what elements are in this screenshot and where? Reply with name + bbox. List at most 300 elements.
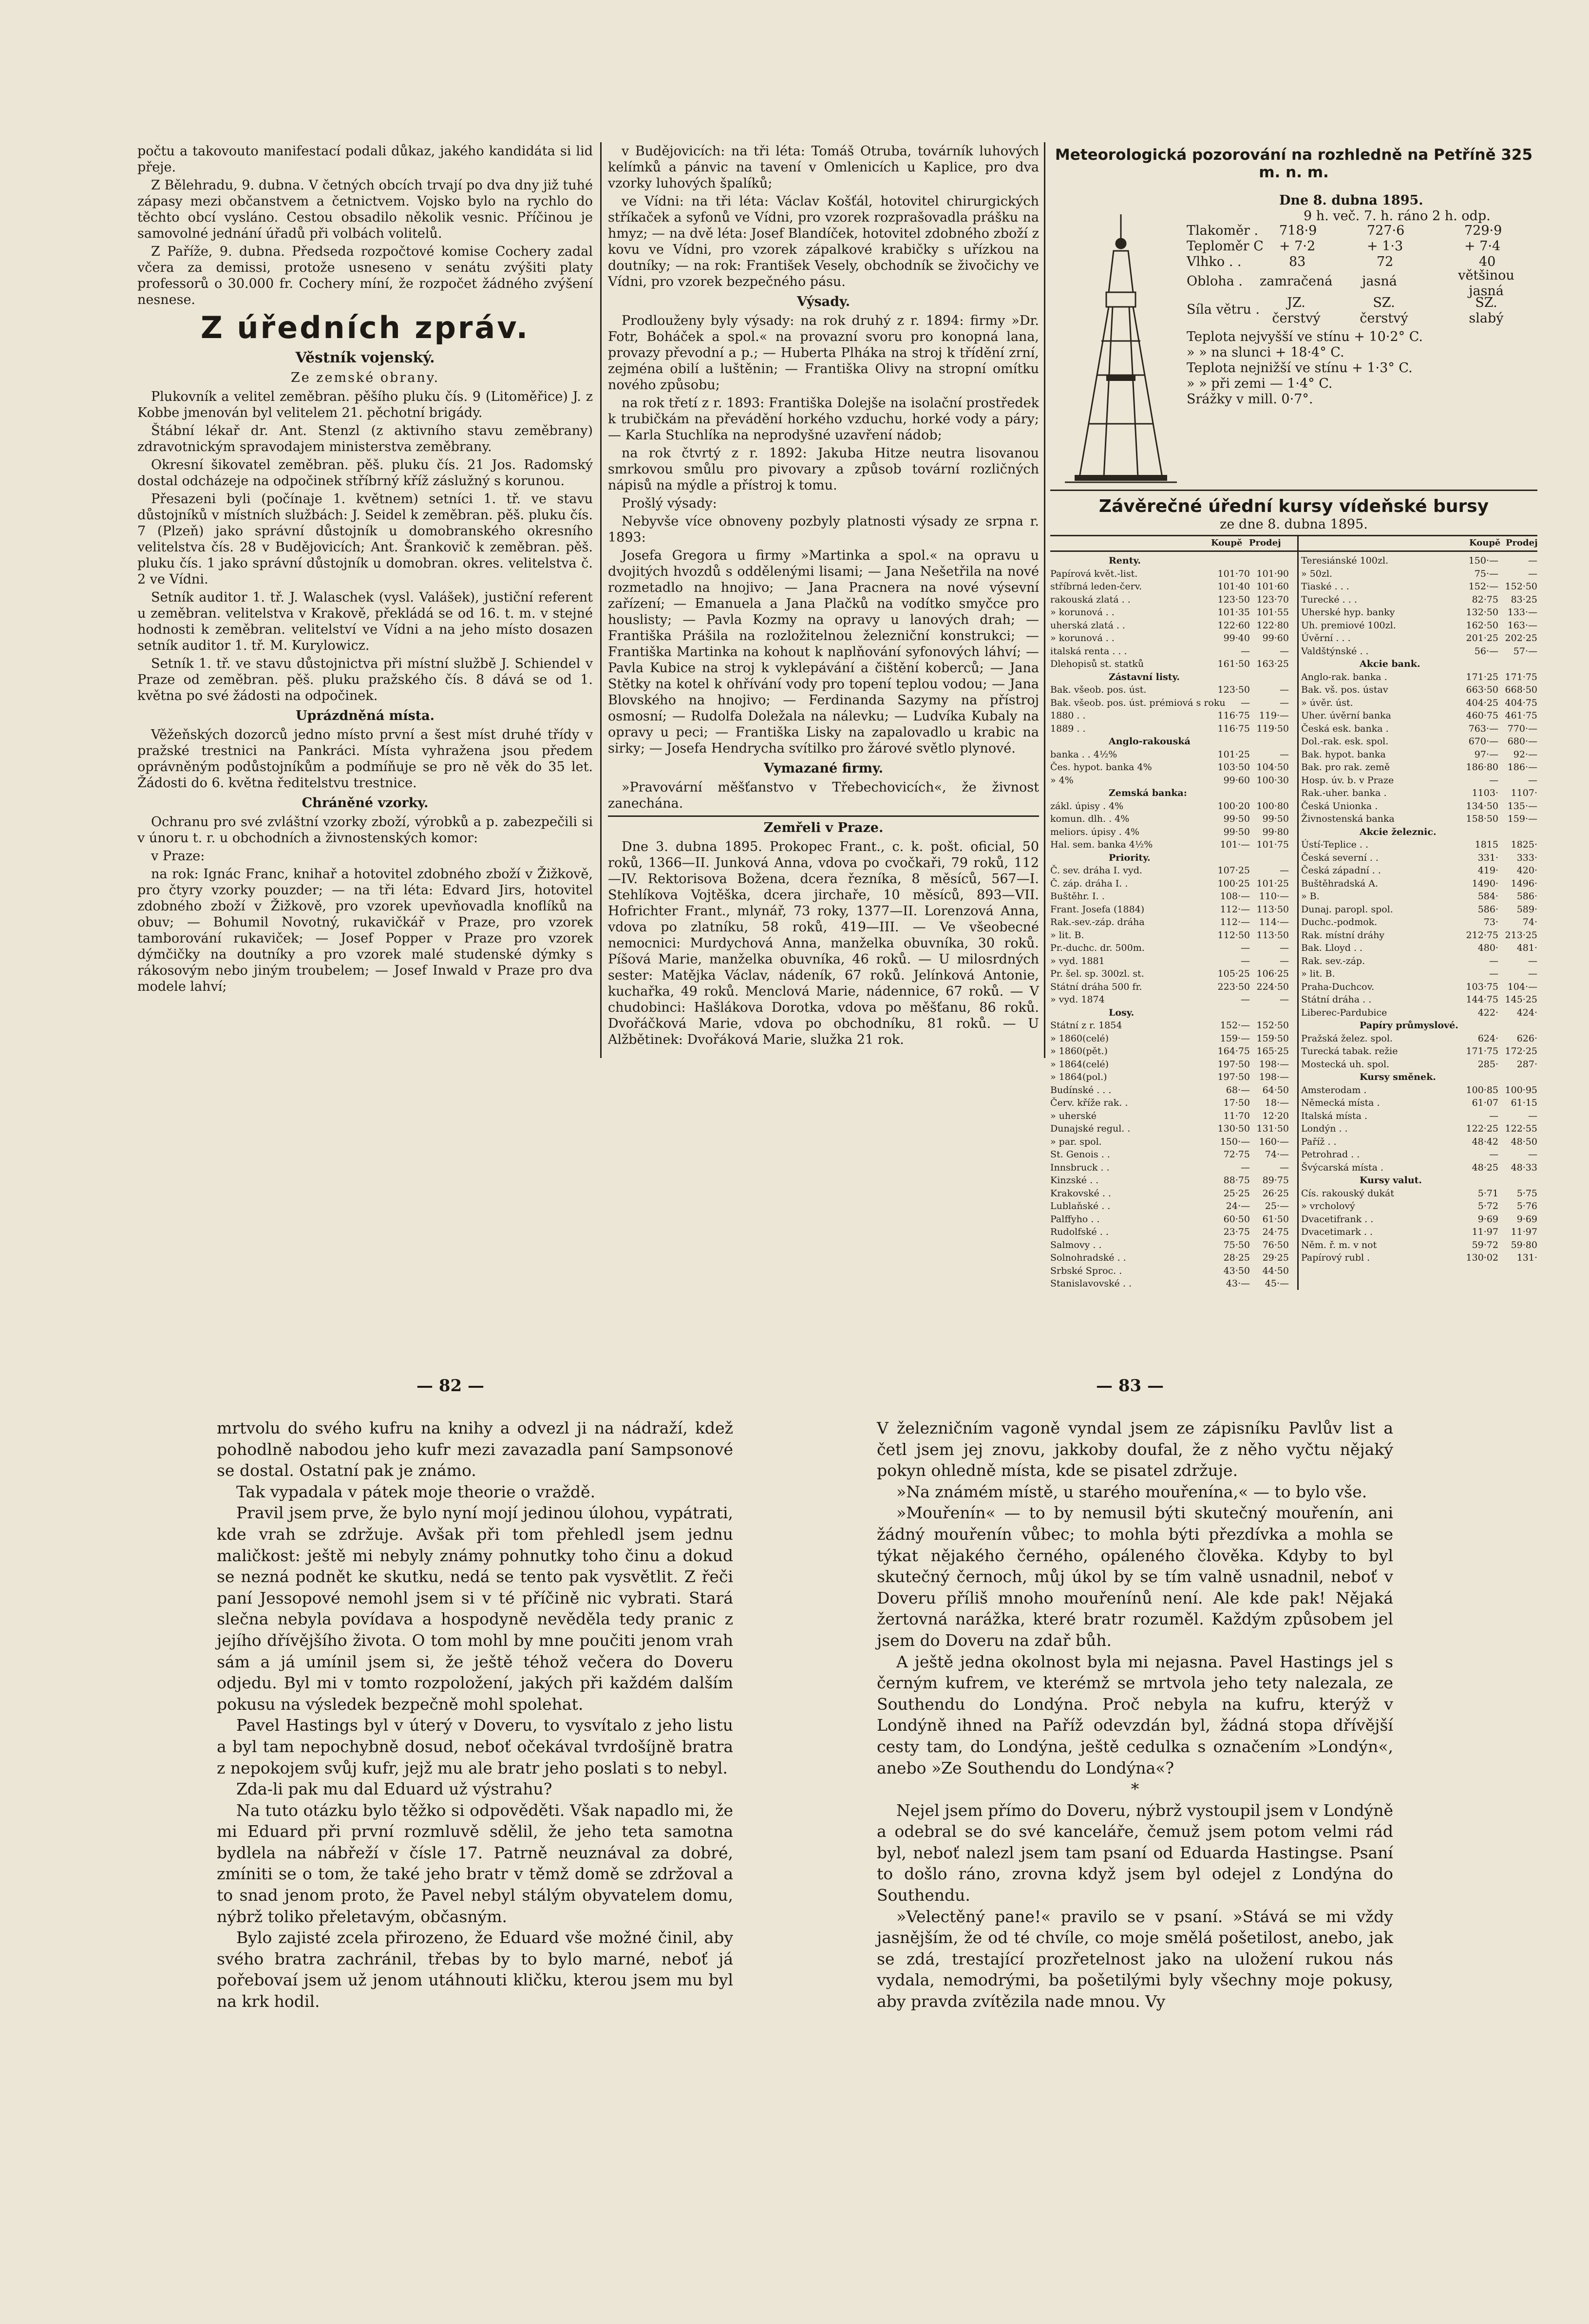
kursy-prodej: 29·25 <box>1262 1252 1289 1263</box>
kursy-name: Červ. kříže rak. . <box>1050 1097 1128 1108</box>
kursy-prodej: 110·— <box>1259 891 1289 902</box>
kursy-name: Akcie železnic. <box>1360 826 1437 837</box>
kursy-name: komun. dlh. . 4% <box>1050 813 1130 824</box>
kursy-name: banka . . 4½% <box>1050 749 1117 760</box>
kursy-name: italská renta . . . <box>1050 645 1127 657</box>
kursy-koupe: — <box>1241 994 1250 1005</box>
kursy-row <box>1050 1110 1289 1123</box>
kursy-prodej: — <box>1528 1110 1537 1121</box>
kursy-koupe: 75·— <box>1474 568 1498 579</box>
kursy-row <box>1301 593 1537 606</box>
kursy-row <box>1050 1032 1289 1045</box>
sila-value: JZ. čerstvý <box>1272 295 1321 326</box>
kursy-koupe: 99·50 <box>1223 826 1250 837</box>
kursy-koupe: 112·— <box>1220 917 1250 927</box>
upper-left-column <box>137 143 593 997</box>
kursy-name: Renty. <box>1109 555 1141 566</box>
kursy-prodej: 626· <box>1516 1033 1537 1044</box>
kursy-koupe: 162·50 <box>1466 620 1498 631</box>
kursy-row <box>1050 722 1289 736</box>
kursy-row <box>1050 1006 1289 1020</box>
kursy-koupe: 123·50 <box>1217 594 1250 605</box>
kursy-row <box>1301 916 1537 929</box>
kursy-prodej: 74· <box>1522 917 1537 927</box>
kursy-row <box>1050 903 1289 916</box>
kursy-prodej: 159·50 <box>1256 1033 1289 1044</box>
kursy-header-rule <box>1050 550 1537 552</box>
kursy-prodej: 133·— <box>1507 607 1537 618</box>
meteo-header: 9 h. več. 7. h. ráno 2 h. odp. <box>1304 208 1491 224</box>
kursy-row <box>1301 722 1537 736</box>
kursy-row <box>1050 697 1289 710</box>
kursy-koupe: — <box>1241 645 1250 657</box>
kursy-name: Cís. rakouský dukát <box>1301 1188 1394 1199</box>
kursy-koupe: 97·— <box>1474 749 1498 760</box>
kursy-name: Rudolfské . . <box>1050 1227 1109 1237</box>
kursy-prodej: — <box>1280 865 1289 876</box>
kursy-row <box>1301 1110 1537 1123</box>
kursy-prodej: 122·55 <box>1505 1123 1537 1134</box>
kursy-name: Papíry průmyslové. <box>1360 1020 1458 1031</box>
kursy-name: Valdštýnské . . <box>1301 645 1369 657</box>
kursy-row <box>1301 1019 1537 1032</box>
kursy-row <box>1301 1058 1537 1071</box>
kursy-prodej: 113·50 <box>1256 904 1289 915</box>
kursy-row <box>1301 748 1537 761</box>
kursy-header-rule <box>1050 535 1537 536</box>
kursy-row <box>1301 993 1537 1006</box>
kursy-name: zákl. úpisy . 4% <box>1050 800 1124 812</box>
kursy-prodej: — <box>1528 968 1537 979</box>
kursy-prodej: 59·80 <box>1511 1239 1537 1250</box>
kursy-name: Papírový rubl . <box>1301 1252 1370 1263</box>
kursy-prodej: 145·25 <box>1505 994 1537 1005</box>
kursy-koupe: 75·50 <box>1223 1239 1250 1250</box>
kursy-koupe: 223·50 <box>1217 981 1250 992</box>
kursy-koupe: 100·20 <box>1217 800 1250 812</box>
vestnik-paragraph: Štábní lékař dr. Ant. Stenzl (z aktivního stavu zeměbrany) zdravotnickým spravodajem ministerstva zeměbrany. <box>137 423 593 454</box>
kursy-koupe: 201·25 <box>1466 633 1498 643</box>
kursy-name: 1880 . . <box>1050 710 1086 721</box>
kursy-row <box>1301 903 1537 916</box>
kursy-subtitle: ze dne 8. dubna 1895. <box>1220 517 1368 532</box>
kursy-prodej: 104·50 <box>1256 762 1289 773</box>
vysady-paragraph: Josefa Gregora u firmy »Martinka a spol.« na opravu u dvojitých hvozdů s oddělenými lisami; — Jana Nešetřila na nové rozmetadlo na hnojivo; — Jana Pracnera na nové výsevní zařízení; — Emanuela a Jana Plačků na vodítko smyčce pro houslisty; — Pavla Kozmy na opravy u lanových drah; — Františka Prášila na rozložitelnou železniční konstrukci; — Františka Martinka na kohout k naplňování syfonových láhví; — Pavla Kubice na stroj k vyklepávání a čištění koberců; — Jana Stětky na kotel k ohřívání vody pro topení teplou vodou; — Jana Blovského na hnojivo; — Ferdinanda Sazymy na přístroj osmosní; — Rudolfa Doležala na nálevku; — Ludvíka Kubaly na opravy u peci; — Františka Lisky na zapalovadlo u krabic na sirky; — Josefa Hendrycha svítilko pro žárové světlo plynové. <box>608 548 1039 756</box>
kursy-koupe: 11·97 <box>1472 1227 1498 1237</box>
kursy-row <box>1050 1148 1289 1161</box>
teplomer-label: Teploměr C <box>1187 239 1264 254</box>
kursy-koupe: — <box>1489 1110 1498 1121</box>
kursy-name: » úvěr. úst. <box>1301 697 1353 708</box>
meteo-date: Dne 8. dubna 1895. <box>1279 193 1423 208</box>
kursy-row <box>1301 619 1537 632</box>
meteo-line: Teplota nejvyšší ve stínu + 10·2° C. <box>1187 329 1423 344</box>
kursy-koupe: 1490· <box>1472 878 1498 889</box>
patents-paragraph: v Budějovicích: na tři léta: Tomáš Otruba, továrník luhových kelímků a pánvic na tavení v Omlenicích u Kaplice, pro dva vzorky luhových špalíků; <box>608 144 1039 191</box>
kursy-koupe: 73· <box>1483 917 1498 927</box>
story-paragraph: V železničním vagoně vyndal jsem ze zápisníku Pavlův list a četl jsem jej znovu, jakkoby doufal, že z něho vyčtu nějaký pokyn ohledně místa, kde se pisatel zdržuje. <box>877 1418 1393 1480</box>
kursy-row <box>1050 748 1289 761</box>
kursy-prodej: 64·50 <box>1262 1084 1289 1096</box>
kursy-prodej: 104·— <box>1507 981 1537 992</box>
kursy-row <box>1050 1122 1289 1135</box>
kursy-koupe: 134·50 <box>1466 800 1498 812</box>
kursy-row <box>1050 916 1289 929</box>
upper-middle-column <box>608 143 1039 1050</box>
kursy-koupe: 197·50 <box>1217 1072 1250 1082</box>
kursy-koupe: — <box>1241 1162 1250 1173</box>
kursy-divider <box>1297 535 1299 1290</box>
kursy-name: Čes. hypot. banka 4% <box>1050 762 1152 773</box>
story-paragraph: »Velectěný pane!« pravilo se v psaní. »Stává se mi vždy jasnějším, že od té chvíle, co moje smělá pošetilost, anebo, jak se zdá, trestající prozřetelnost jako na uložení rukou nás vydala, nemodrými, ba pošetilými byly všechny moje pokusy, aby pravda zvítězila nade mnou. Vy <box>877 1907 1393 2011</box>
intro-paragraph: počtu a takovouto manifestací podali důkaz, jakého kandidáta si lid přeje. <box>137 144 593 175</box>
story-paragraph: Nejel jsem přímo do Doveru, nýbrž vystoupil jsem v Londýně a odebral se do své kanceláře, čemuž jsem potom velmi rád byl, neboť nalezl jsem tam psaní od Eduarda Hastingse. Psaní to došlo ráno, zrovna když jsem byl odejel z Londýna do Southendu. <box>877 1800 1393 1905</box>
kursy-prodej: 5·75 <box>1516 1188 1537 1199</box>
kursy-prodej: 160·— <box>1259 1136 1289 1147</box>
uprazdnena-paragraph: Věžeňských dozorců jedno místo první a šest míst druhé třídy v pražské trestnici na Pankráci. Místa vyhražena jsou předem oprávněným podůstojníkům a podmíňuje se pro ně věk do 35 let. Žádosti do 6. května ředitelstvu trestnice. <box>137 727 593 791</box>
kursy-row <box>1301 929 1537 942</box>
kursy-prodej: 24·75 <box>1262 1227 1289 1237</box>
kursy-row <box>1050 1277 1289 1290</box>
kursy-prodej: — <box>1280 749 1289 760</box>
kursy-name: » vrcholový <box>1301 1201 1355 1211</box>
kursy-name: Bak. Lloyd . . <box>1301 943 1363 953</box>
kursy-prodej: — <box>1528 1149 1537 1160</box>
kursy-koupe: — <box>1241 697 1250 708</box>
kursy-prodej: 101·55 <box>1256 607 1289 618</box>
kursy-name: stříbrná leden-červ. <box>1050 581 1142 592</box>
kursy-name: Dvacetimark . . <box>1301 1227 1373 1237</box>
vlhko-value: 83 <box>1289 254 1306 269</box>
kursy-prodej: 481· <box>1516 943 1537 953</box>
kursy-name: Akcie bank. <box>1360 659 1420 669</box>
kursy-name: » 50zl. <box>1301 568 1332 579</box>
kursy-name: Rak.-uher. banka . <box>1301 788 1387 798</box>
kursy-koupe: 99·50 <box>1223 813 1250 824</box>
kursy-name: Rak. sev.-záp. <box>1301 955 1365 966</box>
kursy-prodej: 202·25 <box>1505 633 1537 643</box>
kursy-prodej: 101·60 <box>1256 581 1289 592</box>
kursy-prodej: 122·80 <box>1256 620 1289 631</box>
koupe-header: Koupě <box>1211 538 1243 548</box>
kursy-koupe: 59·72 <box>1472 1239 1498 1250</box>
kursy-prodej: 668·50 <box>1505 684 1537 695</box>
kursy-row <box>1050 1058 1289 1071</box>
kursy-row <box>1050 1187 1289 1200</box>
obloha-value: většinou jasná <box>1458 268 1514 299</box>
kursy-prodej: 770·— <box>1507 723 1537 734</box>
belehrad-report: Z Bělehradu, 9. dubna. V četných obcích trvají po dva dny již tuhé zápasy mezi občanstvem a četnictvem. Vojsko bylo na rychlo do těchto obcí vysláno. Cestou obsadilo několik vesnic. Příčinou je samovolné jednání úřadů při volbách volitelů. <box>137 178 593 241</box>
kursy-prodej: 76·50 <box>1262 1239 1289 1250</box>
kursy-prodej: 99·80 <box>1262 826 1289 837</box>
kursy-koupe: 404·25 <box>1466 697 1498 708</box>
kursy-row <box>1050 787 1289 800</box>
kursy-name: Státní z r. 1854 <box>1050 1020 1122 1031</box>
kursy-row <box>1050 1019 1289 1032</box>
kursy-row <box>1301 774 1537 787</box>
kursy-name: » 1864(celé) <box>1050 1058 1109 1070</box>
meteo-block <box>1050 146 1537 407</box>
vysady-title: Výsady. <box>796 294 851 309</box>
kursy-row <box>1050 709 1289 722</box>
kursy-name: Něm. ř. m. v not <box>1301 1239 1377 1250</box>
kursy-koupe: 107·25 <box>1217 865 1250 876</box>
kursy-name: » vyd. 1881 <box>1050 955 1105 966</box>
kursy-row <box>1301 709 1537 722</box>
kursy-left-column <box>1050 554 1289 1290</box>
kursy-koupe: — <box>1489 955 1498 966</box>
chranene-paragraph: Ochranu pro své zvláštní vzorky zboží, výrobků a p. zabezpečili si v únoru t. r. u obchodních a živnostenských komor: <box>137 814 593 846</box>
vlhko-value: 40 <box>1479 254 1496 269</box>
teplomer-value: + 7·4 <box>1464 239 1501 254</box>
kursy-row <box>1050 955 1289 968</box>
kursy-row <box>1050 774 1289 787</box>
kursy-name: Palffyho . . <box>1050 1213 1100 1225</box>
obloha-value: zamračená <box>1260 274 1333 289</box>
kursy-prodej: 18·— <box>1265 1097 1289 1108</box>
kursy-koupe: 624· <box>1477 1033 1498 1044</box>
sila-value: SZ. slabý <box>1469 295 1504 326</box>
vysady-paragraph: Prošlý výsady: <box>622 496 717 511</box>
kursy-name: Pr.-duchc. dr. 500m. <box>1050 943 1145 953</box>
kursy-prodej: — <box>1280 697 1289 708</box>
kursy-name: Duchc.-podmok. <box>1301 917 1378 927</box>
kursy-row <box>1301 1096 1537 1110</box>
kursy-name: » vyd. 1874 <box>1050 994 1105 1005</box>
teplomer-value: + 1·3 <box>1367 239 1403 254</box>
kursy-prodej: 119·50 <box>1256 723 1289 734</box>
kursy-row <box>1050 1251 1289 1265</box>
uprazdnena-title: Uprázdněná místa. <box>295 708 435 723</box>
story-paragraph: Pravil jsem prve, že bylo nyní mojí jedinou úlohou, vypátrati, kde vrah se zdržuje. Avšak při tom přehledl jsem jednu maličkost: ještě mi nebyly známy pohnutky toho činu a dokud se nezná podnět ke skutku, nedá se tento pak vysvětlit. Z řeči paní Jessopové nemohl jsem si v té příčině nic vybrati. Stará slečna nebyla povídava a hospodyně nevěděla tedy pranic z jejího dřívějšího života. O tom mohl by mne poučiti jenom vrah sám a já umínil jsem si, že ještě téhož večera do Doveru odjedu. Byl mi v tomto rozpoložení, jakých při každém dalším pokusu na výsledek bezpečně mohl spolehat. <box>217 1503 733 1714</box>
kursy-koupe: 331· <box>1477 852 1498 863</box>
meteo-title: Meteorologická pozorování na rozhledně na Petříně 325 m. n. m. <box>1055 146 1533 181</box>
kursy-name: Solnohradské . . <box>1050 1252 1126 1263</box>
story-paragraph: Bylo zajisté zcela přirozeno, že Eduard vše možné činil, aby svého bratra zachránil, třebas by to bylo marné, neboť já pořebovaí jsem už jenom utáhnouti kličku, kterou jsem mu byl na krk hodil. <box>217 1928 733 2011</box>
kursy-row <box>1050 1200 1289 1213</box>
kursy-koupe: 670·— <box>1468 736 1498 747</box>
kursy-prodej: 135·— <box>1507 800 1537 812</box>
kursy-prodej: 119·— <box>1259 710 1289 721</box>
kursy-koupe: 43·— <box>1226 1278 1250 1289</box>
lower-right-column <box>877 1417 1393 2012</box>
kursy-row <box>1301 580 1537 593</box>
kursy-prodej: 99·50 <box>1262 813 1289 824</box>
kursy-koupe: 100·85 <box>1466 1084 1498 1096</box>
kursy-name: Losy. <box>1109 1007 1135 1018</box>
kursy-name: Srbské Sproc. . <box>1050 1265 1122 1276</box>
kursy-name: Bak. všeob. pos. úst. <box>1050 684 1147 695</box>
kursy-prodej: 131·50 <box>1256 1123 1289 1134</box>
kursy-row <box>1301 864 1537 877</box>
kursy-prodej: 25·— <box>1265 1201 1289 1211</box>
kursy-row <box>1050 864 1289 877</box>
kursy-row <box>1301 981 1537 994</box>
kursy-prodej: 186·— <box>1507 762 1537 773</box>
kursy-prodej: 163·25 <box>1256 659 1289 669</box>
kursy-name: Bak. hypot. banka <box>1301 749 1386 760</box>
kursy-row <box>1050 1265 1289 1278</box>
kursy-prodej: 159·— <box>1507 813 1537 824</box>
kursy-koupe: — <box>1241 955 1250 966</box>
vestnik-title: Věstník vojenský. <box>295 349 435 366</box>
kursy-prodej: 404·75 <box>1505 697 1537 708</box>
kursy-name: Papírová květ.-list. <box>1050 568 1138 579</box>
kursy-row <box>1050 981 1289 994</box>
kursy-row <box>1301 1200 1537 1213</box>
kursy-prodej: 45·— <box>1265 1278 1289 1289</box>
kursy-koupe: 197·50 <box>1217 1058 1250 1070</box>
kursy-prodej: 11·97 <box>1511 1227 1537 1237</box>
kursy-prodej: 213·25 <box>1505 929 1537 941</box>
kursy-name: Zemská banka: <box>1109 788 1187 798</box>
kursy-koupe: 150·— <box>1468 555 1498 566</box>
kursy-name: Liberec-Pardubice <box>1301 1007 1387 1018</box>
kursy-name: rakouská zlatá . . <box>1050 594 1131 605</box>
kursy-prodej: 89·75 <box>1262 1175 1289 1186</box>
kursy-row <box>1050 1226 1289 1239</box>
kursy-row <box>1301 1084 1537 1097</box>
kursy-name: » korunová . . <box>1050 633 1115 643</box>
kursy-name: Londýn . . <box>1301 1123 1348 1134</box>
vestnik-paragraph: Přesazeni byli (počínaje 1. květnem) setníci 1. tř. ve stavu důstojníků v místních službách: J. Seidel k zeměbran. pěš. pluku čís. 7 (Plzeň) jako správní důstojník u domobranského okresního velitelstva čís. 28 v Budějovicích; Ant. Šrankovič k zeměbran. pěš. pluku čís. 1 jako správní důstojník u domobran. okres. velitelstva č. 2 ve Vídni. <box>137 491 593 587</box>
kursy-row <box>1050 645 1289 658</box>
kursy-prodej: 420· <box>1516 865 1537 876</box>
kursy-row <box>1050 567 1289 581</box>
kursy-koupe: — <box>1489 968 1498 979</box>
kursy-koupe: 212·75 <box>1466 929 1498 941</box>
kursy-name: Dunaj. paropl. spol. <box>1301 904 1393 915</box>
kursy-row <box>1050 554 1289 567</box>
kursy-name: Česká západní . . <box>1301 865 1381 876</box>
kursy-prodej: — <box>1280 994 1289 1005</box>
kursy-prodej: 101·75 <box>1256 839 1289 850</box>
kursy-prodej: 586· <box>1516 891 1537 902</box>
kursy-name: Mostecká uh. spol. <box>1301 1058 1390 1070</box>
vestnik-paragraph: Setník 1. tř. ve stavu důstojnictva při místní službě J. Schiendel v Praze od zeměbran. pěš. pluku pražského čís. 8 dává se od 1. května po své žádosti na odpočinek. <box>137 656 593 703</box>
vlhko-label: Vlhko . . <box>1187 254 1242 269</box>
kursy-koupe: — <box>1241 943 1250 953</box>
kursy-koupe: 108·— <box>1220 891 1250 902</box>
kursy-name: Kursy směnek. <box>1360 1072 1436 1082</box>
kursy-name: St. Genois . . <box>1050 1149 1110 1160</box>
kursy-row <box>1050 1174 1289 1187</box>
kursy-row <box>1050 1096 1289 1110</box>
kursy-row <box>1050 929 1289 942</box>
kursy-row <box>1301 1032 1537 1045</box>
kursy-prodej: 123·70 <box>1256 594 1289 605</box>
kursy-name: Kinzské . . <box>1050 1175 1099 1186</box>
chranene-paragraph: v Praze: <box>151 849 205 864</box>
kursy-koupe: 103·50 <box>1217 762 1250 773</box>
kursy-row <box>1050 658 1289 671</box>
kursy-prodej: 198·— <box>1259 1058 1289 1070</box>
tlakomer-label: Tlakoměr . <box>1187 223 1259 238</box>
kursy-name: Krakovské . . <box>1050 1188 1111 1199</box>
kursy-name: Frant. Josefa (1884) <box>1050 904 1145 915</box>
column-divider <box>1044 142 1045 1058</box>
kursy-prodej: — <box>1528 568 1537 579</box>
kursy-prodej: — <box>1280 943 1289 953</box>
kursy-row <box>1050 826 1289 839</box>
kursy-row <box>1301 1006 1537 1020</box>
koupe-header: Koupě <box>1469 538 1501 548</box>
kursy-row <box>1301 1239 1537 1252</box>
kursy-prodej: — <box>1528 775 1537 786</box>
kursy-row <box>1301 1071 1537 1084</box>
kursy-koupe: 101·35 <box>1217 607 1250 618</box>
kursy-row <box>1050 1135 1289 1149</box>
kursy-name: Bak. všeob. pos. úst. prémiová s roku <box>1050 697 1226 708</box>
kursy-row <box>1301 890 1537 903</box>
kursy-koupe: 105·25 <box>1217 968 1250 979</box>
kursy-name: » 4% <box>1050 775 1074 786</box>
kursy-name: Anglo-rak. banka . <box>1301 671 1387 682</box>
kursy-prodej: 100·80 <box>1256 800 1289 812</box>
zemreli-paragraph: Dne 3. dubna 1895. Prokopec Frant., c. k. pošt. oficial, 50 roků, 1366—II. Junková Anna, vdova po cvočkaři, 79 roků, 112—IV. Rektorisova Božena, dcera řezníka, 8 měsíců, 567—I. Stehlíkova Vojtěška, dcera jirchaře, 10 měsíců, 893—VII. Hofrichter Frant., mlynář, 73 roky, 1377—II. Lorenzová Anna, vdova po zlatníku, 58 roků, 419—III. — Ve všeobecné nemocnici: Murdychová Anna, manželka obuvníka, 30 roků. Píšová Marie, manželka obuvníka, 46 roků. — U milosrdných sester: Matějka Václav, nádeník, 67 roků. Jelínková Antonie, kuchařka, 49 roků. Menclová Marie, nádennice, 67 roků. — V chudobinci: Hašlákova Dorotka, vdova po měšťanu, 86 roků. Dvořáčková Marie, vdova po obchodníku, 81 roků. — U Alžbětinek: Dvořáková Marie, služka 21 rok. <box>608 839 1039 1047</box>
kursy-prodej: 680·— <box>1507 736 1537 747</box>
kursy-koupe: 43·50 <box>1223 1265 1250 1276</box>
kursy-row <box>1050 967 1289 981</box>
kursy-koupe: 1815 <box>1475 839 1498 850</box>
kursy-koupe: 101·70 <box>1217 568 1250 579</box>
meteo-line: Teplota nejnižší ve stínu + 1·3° C. <box>1187 360 1413 376</box>
tlakomer-value: 727·6 <box>1367 223 1405 238</box>
kursy-prodej: 9·69 <box>1516 1213 1537 1225</box>
kursy-name: » lit. B. <box>1050 929 1084 941</box>
kursy-koupe: 24·— <box>1226 1201 1250 1211</box>
kursy-koupe: 422· <box>1477 1007 1498 1018</box>
kursy-name: Budínské . . . <box>1050 1084 1112 1096</box>
kursy-row <box>1301 1187 1537 1200</box>
kursy-koupe: 60·50 <box>1223 1213 1250 1225</box>
kursy-koupe: 99·60 <box>1223 775 1250 786</box>
kursy-name: Priority. <box>1109 852 1151 863</box>
kursy-koupe: 144·75 <box>1466 994 1498 1005</box>
meteo-divider <box>1050 490 1537 491</box>
sila-label: Síla větru . <box>1187 302 1260 317</box>
kursy-koupe: 112·— <box>1220 904 1250 915</box>
vysady-paragraph: na rok čtvrtý z r. 1892: Jakuba Hitze neutra lisovanou smrkovou smůlu pro pivovary a způsob tovární rozličných nápisů na mýdle a přístroj k tomu. <box>608 446 1039 493</box>
kursy-name: Švýcarská místa . <box>1301 1162 1384 1173</box>
tlakomer-value: 729·9 <box>1464 223 1502 238</box>
kursy-row <box>1050 1071 1289 1084</box>
kursy-row <box>1301 567 1537 581</box>
kursy-prodej: 92·— <box>1513 749 1537 760</box>
vlhko-value: 72 <box>1377 254 1394 269</box>
kursy-name: Zástavní listy. <box>1109 671 1180 682</box>
kursy-row <box>1050 1161 1289 1174</box>
kursy-row <box>1301 658 1537 671</box>
kursy-name: Ústí-Teplice . . <box>1301 839 1369 850</box>
kursy-name: Dlehopisů st. statků <box>1050 659 1144 669</box>
vysady-paragraph: na rok třetí z r. 1893: Františka Dolejše na isolační prostředek k trubičkám na převádění horkého vzduchu, horké vody a páry; — Karla Stuchlíka na neprodyšné uzavření nádob; <box>608 396 1039 443</box>
kursy-name: Uherské hyp. banky <box>1301 607 1395 618</box>
story-paragraph: Tak vypadala v pátek moje theorie o vraždě. <box>236 1482 596 1501</box>
kursy-koupe: — <box>1489 1149 1498 1160</box>
kursy-koupe: 28·25 <box>1223 1252 1250 1263</box>
kursy-koupe: 17·50 <box>1223 1097 1250 1108</box>
kursy-name: Rak.-sev.-záp. dráha <box>1050 917 1145 927</box>
kursy-row <box>1301 826 1537 839</box>
kursy-koupe: 164·75 <box>1217 1046 1250 1057</box>
lower-left-column <box>217 1417 733 2012</box>
kursy-row <box>1050 761 1289 774</box>
kursy-koupe: 158·50 <box>1466 813 1498 824</box>
kursy-row <box>1301 851 1537 865</box>
kursy-row <box>1301 967 1537 981</box>
kursy-row <box>1301 877 1537 890</box>
